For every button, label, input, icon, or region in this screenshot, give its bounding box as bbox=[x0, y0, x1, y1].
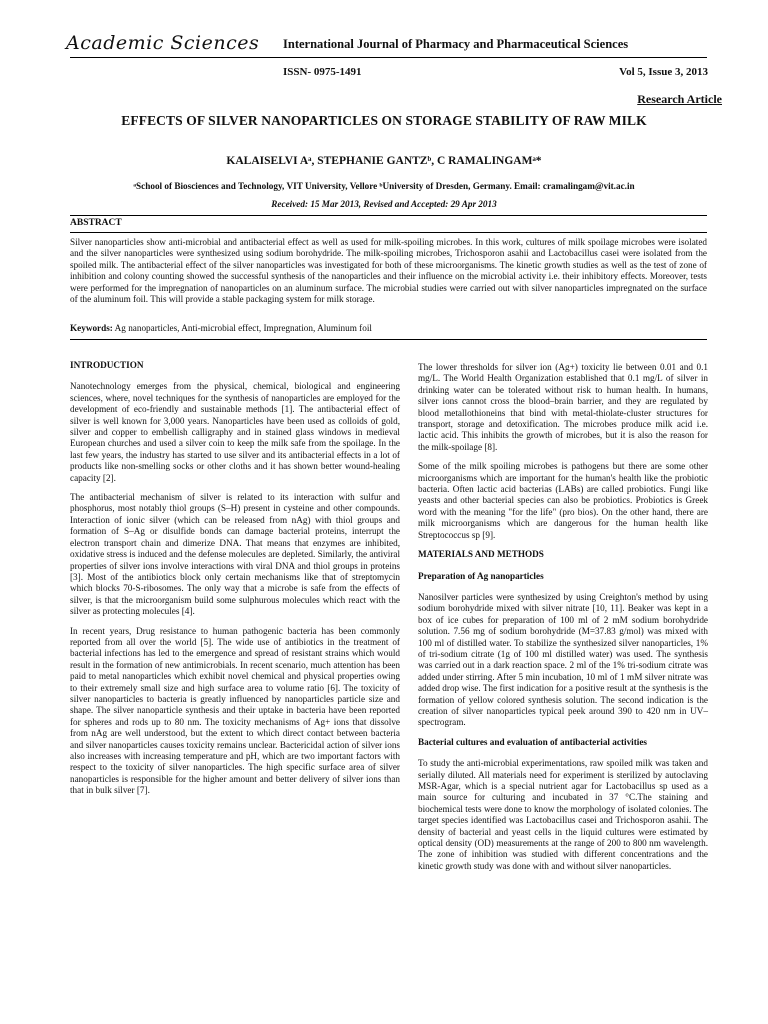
right-column bbox=[418, 362, 708, 880]
received-dates: Received: 15 Mar 2013, Revised and Accepted: 29 Apr 2013 bbox=[271, 199, 497, 209]
affiliation: ᵃSchool of Biosciences and Technology, VIT University, Vellore ᵇUniversity of Dresden, Germany. Email: cramalingam@vit.ac.in bbox=[133, 181, 635, 191]
subsection-heading-bacterial-cultures: Bacterial cultures and evaluation of antibacterial activities bbox=[418, 736, 647, 747]
volume-issue: Vol 5, Issue 3, 2013 bbox=[619, 66, 708, 78]
abstract-heading: ABSTRACT bbox=[70, 218, 122, 228]
paragraph: The antibacterial mechanism of silver is related to its interaction with sulfur and phosphorus, most notably thiol groups (S–H) present in cysteine and other compounds. Interaction of ionic silver (which can be released from nAg) with thiol groups and formation of S–Ag or disulfide bonds can damage bacterial proteins, interrupt the electron transport chain and dimerize DNA. That means that enzymes are inhibited, oxidative stress is induced and the defense molecules are depleted. Similarly, the antiviral properties of silver ions involve interactions with viral DNA and thiol groups in proteins [3]. Most of the antibiotics block only certain mechanisms like that of streptomycin which blocks 70-S-ribosomes. The only way that a microbe is safe from the effects of silver, is that the microorganism build some sulphurous molecules which react with the silver as protecting molecules [4]. bbox=[70, 492, 400, 617]
authors: KALAISELVI Aᵃ, STEPHANIE GANTZᵇ, C RAMALINGAMᵃ* bbox=[226, 155, 542, 167]
paragraph: Nanosilver particles were synthesized by using Creighton's method by using sodium borohydride mixed with silver nitrate [10, 11]. Beaker was kept in a box of ice cubes for preparation of 100 ml of 2 mM sodium borohydride solution. 7.56 mg of sodium borohydride (M=37.83 g/mol) was mixed with 100 ml of distilled water. To stabilize the synthesized silver nanoparticles, 1% of tri-sodium citrate (1g of 100 ml distilled water) was used. The synthesis was carried out in a dark reaction space. 2 ml of the 1% tri-sodium citrate was added under stirring. After 5 min incubation, 10 ml of 1 mM silver nitrate was added drop wise. The first indication for a positive result at the synthesis is the formation of yellow colored synthesis solution. The second indication is the creation of silver nanoparticles typical peek around 390 to 420 nm in UV–spectrogram. bbox=[418, 591, 708, 728]
left-column bbox=[70, 360, 400, 805]
article-title: EFFECTS OF SILVER NANOPARTICLES ON STORAGE STABILITY OF RAW MILK bbox=[121, 113, 647, 128]
paragraph: In recent years, Drug resistance to human pathogenic bacteria has been commonly reported from all over the world [5]. The wide use of antibiotics in the treatment of bacterial infections has led to the emergence and spread of resistant strains which would result in the formation of new antimicrobials. In recent scenario, much attention has been paid to metal nanoparticles which exhibit novel chemical and physical properties owing to their extremely small size and high surface area to volume ratio [6]. The toxicity of silver nanoparticles to bacteria is greatly influenced by nanoparticles particle size and shape. The silver nanoparticle synthesis and their uptake in bacteria have been reported for spheres and rods up to 80 nm. The toxicity mechanisms of Ag+ ions that dissolve from nAg are well understood, but the extent to which direct contact between bacteria and silver nanoparticles causes toxicity remains unclear. Bactericidal action of silver ions also increases with increasing temperature and pH, which are two important factors with respect to the toxicity of silver nanoparticles. The high specific surface area of silver nanoparticles is responsible for the higher amount and better delivery of silver ions than that in bulk silver [7]. bbox=[70, 625, 400, 796]
section-heading-introduction: INTRODUCTION bbox=[70, 360, 144, 370]
keywords-list: Ag nanoparticles, Anti-microbial effect, Impregnation, Aluminum foil bbox=[112, 323, 372, 333]
publisher-logo: Academic Sciences bbox=[66, 32, 260, 54]
paragraph: Some of the milk spoiling microbes is pathogens but there are some other microorganisms which are important for the human's health like the probiotic bacteria. Often lactic acid bacterias (LABs) are called probiotics. Fungi like yeasts and other bacterial species can also be probiotics. Probiotics is Greek word with the meaning "for the life" (pro bios). On the other hand, there are milk microorganisms which are dangerous for the human health like Streptococcus sp [9]. bbox=[418, 461, 708, 540]
divider bbox=[70, 232, 707, 233]
issn: ISSN- 0975-1491 bbox=[283, 66, 362, 78]
paragraph: Nanotechnology emerges from the physical, chemical, biological and engineering sciences, where, novel techniques for the synthesis of nanoparticles are employed for the development of eco-friendly and sustainable methods [1]. The antibacterial effect of silver is well known for 3,000 years. Nanoparticles have been used as colloids of gold, silver and copper to embellish calligraphy and in stained glass windows in medieval European churches and used a silver coin to keep the milk safe from the spoilage. In the last few years, the industry has started to use silver and its antibacterial effects in a lot of products like non-smelling socks or other cloths and it has shown better wound-healing capacity [2]. bbox=[70, 381, 400, 483]
abstract-text: Silver nanoparticles show anti-microbial and antibacterial effect as well as used for milk-spoiling microbes. In this work, cultures of milk spoilage microbes were isolated and the silver nanoparticles were synthesized using sodium borohydride. The milk-spoiling microbes, Trichosporon asahii and Lactobacillus casei were isolated from the spoiled milk. The antibacterial effect of the silver nanoparticles was investigated for both of these microorganisms. The kinetic growth studies as well as the test of zone of inhibition and colony counting showed the successful synthesis of the nanoparticles and their influence on the microbial activity i.e. their inhibitory effects. Moreover, tests were performed for the impregnation of nanoparticles on an aluminum surface. The microbial studies were carried out with silver nanoparticles impregnated on the surface of the aluminum foil. This will provide a stable packaging system for milk storage. bbox=[70, 237, 707, 305]
paragraph: The lower thresholds for silver ion (Ag+) toxicity lie between 0.01 and 0.1 mg/L. The World Health Organization established that 0.1 mg/L of silver in drinking water can be tolerated without risk to human health. In humans, silver ions cannot cross the blood–brain barrier, and they are regulated by blood metallothioneins that bind with metal-thiolate-cluster structures for transport, storage and detoxification. The microbes produce milk acid i.e. lactic acid. This inhibits the growth of microbes, but it is also the reason for the milk-spoilage [8]. bbox=[418, 362, 708, 452]
keywords-label: Keywords: bbox=[70, 323, 113, 333]
paragraph: To study the anti-microbial experimentations, raw spoiled milk was taken and serially diluted. All materials need for experiment is sterilized by autoclaving MSR-Agar, which is a special nutrient agar for Lactobacillus sp used as a main source for culturing and incubated in 37 °C.The staining and biochemical tests were done to know the morphology of isolated colonies. The target species identified was Lactobacillus casei and Trichosporon asahii. The density of bacterial and yeast cells in the liquid cultures were estimated by optical density (OD) measurements at the range of 200 to 800 nm wavelength. The zone of inhibition was studied with different concentrations and the kinetic growth study was done with and without silver nanoparticles. bbox=[418, 758, 708, 871]
divider bbox=[70, 339, 707, 340]
journal-name: International Journal of Pharmacy and Pharmaceutical Sciences bbox=[283, 37, 629, 51]
header-divider bbox=[70, 57, 707, 58]
subsection-heading-preparation: Preparation of Ag nanoparticles bbox=[418, 570, 544, 581]
divider bbox=[70, 215, 707, 216]
article-type: Research Article bbox=[637, 92, 722, 106]
section-heading-methods: MATERIALS AND METHODS bbox=[418, 549, 544, 560]
keywords bbox=[70, 323, 707, 333]
